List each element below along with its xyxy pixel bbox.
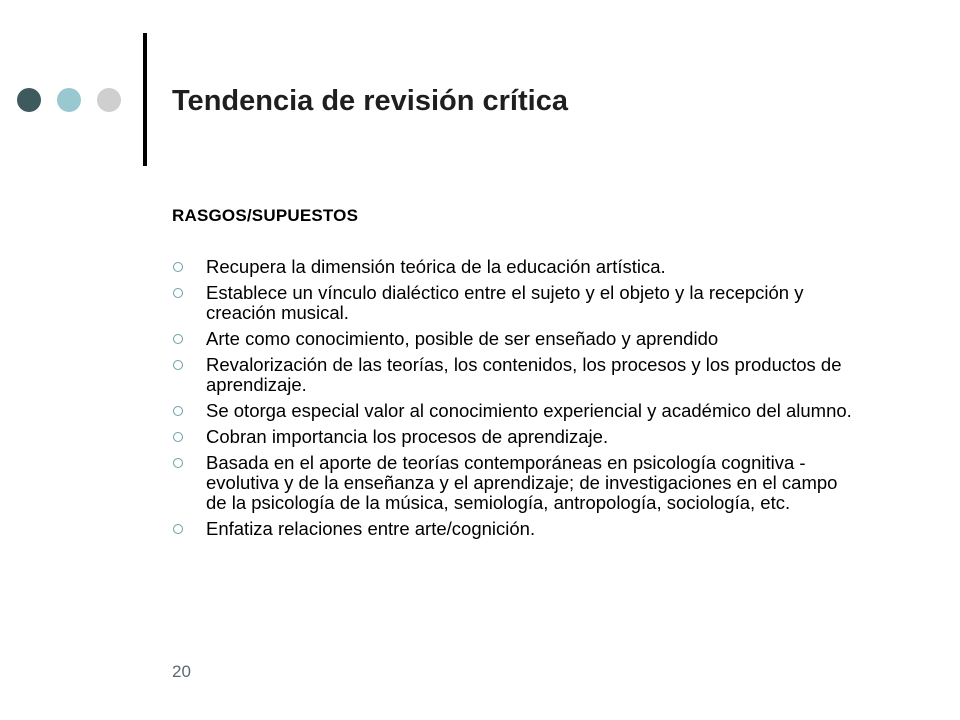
bullet-circle-icon xyxy=(173,458,183,468)
decorative-dot-dark xyxy=(17,88,41,112)
bullet-text: Recupera la dimensión teórica de la educación artística. xyxy=(206,256,666,277)
section-heading: RASGOS/SUPUESTOS xyxy=(172,206,359,225)
slide-title: Tendencia de revisión crítica xyxy=(172,85,568,117)
bullet-item xyxy=(172,283,862,323)
title-divider-bar xyxy=(143,33,147,166)
bullet-circle-icon xyxy=(173,432,183,442)
bullet-circle-icon xyxy=(173,334,183,344)
bullet-text: Se otorga especial valor al conocimiento experiencial y académico del alumno. xyxy=(206,400,852,421)
bullet-circle-icon xyxy=(173,288,183,298)
decorative-dot-light xyxy=(97,88,121,112)
bullet-item xyxy=(172,329,862,349)
bullet-text: Cobran importancia los procesos de aprendizaje. xyxy=(206,426,609,447)
bullet-item xyxy=(172,257,862,277)
bullet-circle-icon xyxy=(173,524,183,534)
bullet-item xyxy=(172,427,862,447)
decorative-dot-teal xyxy=(57,88,81,112)
bullet-text: Basada en el aporte de teorías contemporáneas en psicología cognitiva - evolutiva y de la enseñanza y el aprendizaje; de investigaciones en el campo de la psicología de la música, semiología, antropología, sociología, etc. xyxy=(206,452,838,513)
bullet-text: Revalorización de las teorías, los contenidos, los procesos y los productos de aprendizaje. xyxy=(206,354,842,395)
bullet-text: Establece un vínculo dialéctico entre el sujeto y el objeto y la recepción y creación musical. xyxy=(206,282,804,323)
bullet-item xyxy=(172,401,862,421)
page-number: 20 xyxy=(172,662,191,681)
bullet-circle-icon xyxy=(173,262,183,272)
bullet-circle-icon xyxy=(173,360,183,370)
bullet-text: Enfatiza relaciones entre arte/cognición. xyxy=(206,518,536,539)
bullet-text: Arte como conocimiento, posible de ser enseñado y aprendido xyxy=(206,328,719,349)
bullet-list xyxy=(172,257,862,545)
bullet-item xyxy=(172,519,862,539)
bullet-item xyxy=(172,355,862,395)
bullet-circle-icon xyxy=(173,406,183,416)
bullet-item xyxy=(172,453,862,513)
